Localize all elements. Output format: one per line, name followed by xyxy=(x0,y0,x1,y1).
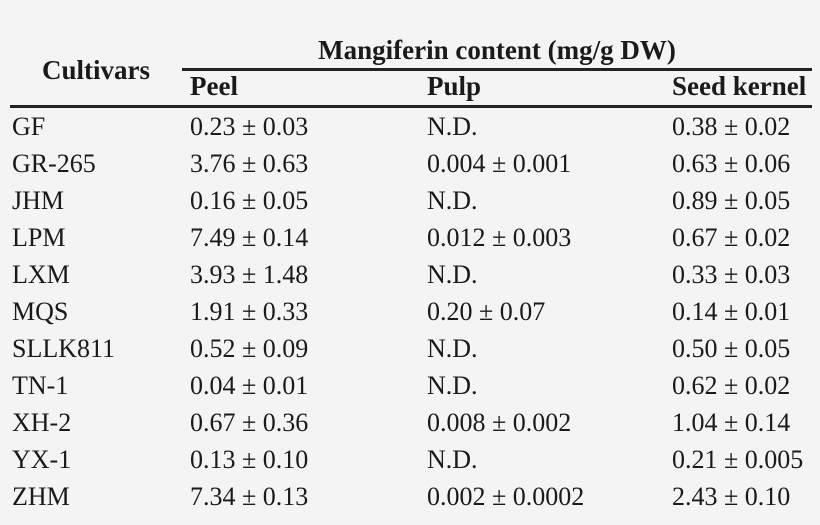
span-header-row xyxy=(10,35,812,70)
pulp-value-cell: 0.002 ± 0.0002 xyxy=(427,481,585,511)
seed-kernel-value-cell: 0.21 ± 0.005 xyxy=(672,444,804,474)
pulp-value-cell: N.D. xyxy=(427,259,478,289)
table-row xyxy=(10,107,812,146)
cultivars-column-header: Cultivars xyxy=(10,35,182,107)
peel-value-cell: 7.34 ± 0.13 xyxy=(190,481,309,511)
seed-kernel-value-cell: 0.14 ± 0.01 xyxy=(672,296,791,326)
table-row xyxy=(10,219,812,256)
table-header xyxy=(10,35,812,107)
table-row xyxy=(10,293,812,330)
cultivar-cell: SLLK811 xyxy=(12,333,116,363)
cultivar-cell: JHM xyxy=(12,185,65,215)
cultivar-cell: LXM xyxy=(12,259,70,289)
pulp-value-cell: 0.008 ± 0.002 xyxy=(427,407,572,437)
peel-value-cell: 3.76 ± 0.63 xyxy=(190,148,309,178)
pulp-value-cell: N.D. xyxy=(427,111,478,141)
pulp-value-cell: N.D. xyxy=(427,444,478,474)
cultivar-cell: XH-2 xyxy=(12,407,72,437)
seed-kernel-value-cell: 0.67 ± 0.02 xyxy=(672,222,791,252)
cultivar-cell: GR-265 xyxy=(12,148,96,178)
peel-value-cell: 0.04 ± 0.01 xyxy=(190,370,309,400)
cultivar-cell: YX-1 xyxy=(12,444,72,474)
peel-value-cell: 7.49 ± 0.14 xyxy=(190,222,309,252)
peel-value-cell: 3.93 ± 1.48 xyxy=(190,259,309,289)
table-row xyxy=(10,478,812,515)
table-row xyxy=(10,441,812,478)
mangiferin-content-span-header: Mangiferin content (mg/g DW) xyxy=(182,35,812,70)
column-header-peel: Peel xyxy=(182,70,419,107)
seed-kernel-value-cell: 0.89 ± 0.05 xyxy=(672,185,791,215)
pulp-value-cell: 0.012 ± 0.003 xyxy=(427,222,572,252)
cultivar-cell: LPM xyxy=(12,222,66,252)
pulp-value-cell: N.D. xyxy=(427,185,478,215)
cultivar-cell: MQS xyxy=(12,296,69,326)
cultivar-cell: GF xyxy=(12,111,46,141)
pulp-value-cell: N.D. xyxy=(427,333,478,363)
peel-value-cell: 1.91 ± 0.33 xyxy=(190,296,309,326)
cultivar-cell: ZHM xyxy=(12,481,70,511)
pulp-value-cell: 0.20 ± 0.07 xyxy=(427,296,546,326)
cultivar-cell: TN-1 xyxy=(12,370,69,400)
seed-kernel-value-cell: 1.04 ± 0.14 xyxy=(672,407,791,437)
seed-kernel-value-cell: 0.38 ± 0.02 xyxy=(672,111,791,141)
pulp-value-cell: 0.004 ± 0.001 xyxy=(427,148,572,178)
column-header-seed-kernel: Seed kernel xyxy=(664,70,812,107)
mangiferin-content-table xyxy=(10,35,812,515)
table-row xyxy=(10,145,812,182)
seed-kernel-value-cell: 0.33 ± 0.03 xyxy=(672,259,791,289)
table-row xyxy=(10,404,812,441)
seed-kernel-value-cell: 0.50 ± 0.05 xyxy=(672,333,791,363)
peel-value-cell: 0.13 ± 0.10 xyxy=(190,444,309,474)
peel-value-cell: 0.52 ± 0.09 xyxy=(190,333,309,363)
peel-value-cell: 0.16 ± 0.05 xyxy=(190,185,309,215)
table-row xyxy=(10,256,812,293)
seed-kernel-value-cell: 0.62 ± 0.02 xyxy=(672,370,791,400)
peel-value-cell: 0.23 ± 0.03 xyxy=(190,111,309,141)
table-row xyxy=(10,330,812,367)
table-row xyxy=(10,182,812,219)
seed-kernel-value-cell: 2.43 ± 0.10 xyxy=(672,481,791,511)
peel-value-cell: 0.67 ± 0.36 xyxy=(190,407,309,437)
table-row xyxy=(10,367,812,404)
column-header-pulp: Pulp xyxy=(419,70,664,107)
seed-kernel-value-cell: 0.63 ± 0.06 xyxy=(672,148,791,178)
table-body xyxy=(10,107,812,516)
pulp-value-cell: N.D. xyxy=(427,370,478,400)
